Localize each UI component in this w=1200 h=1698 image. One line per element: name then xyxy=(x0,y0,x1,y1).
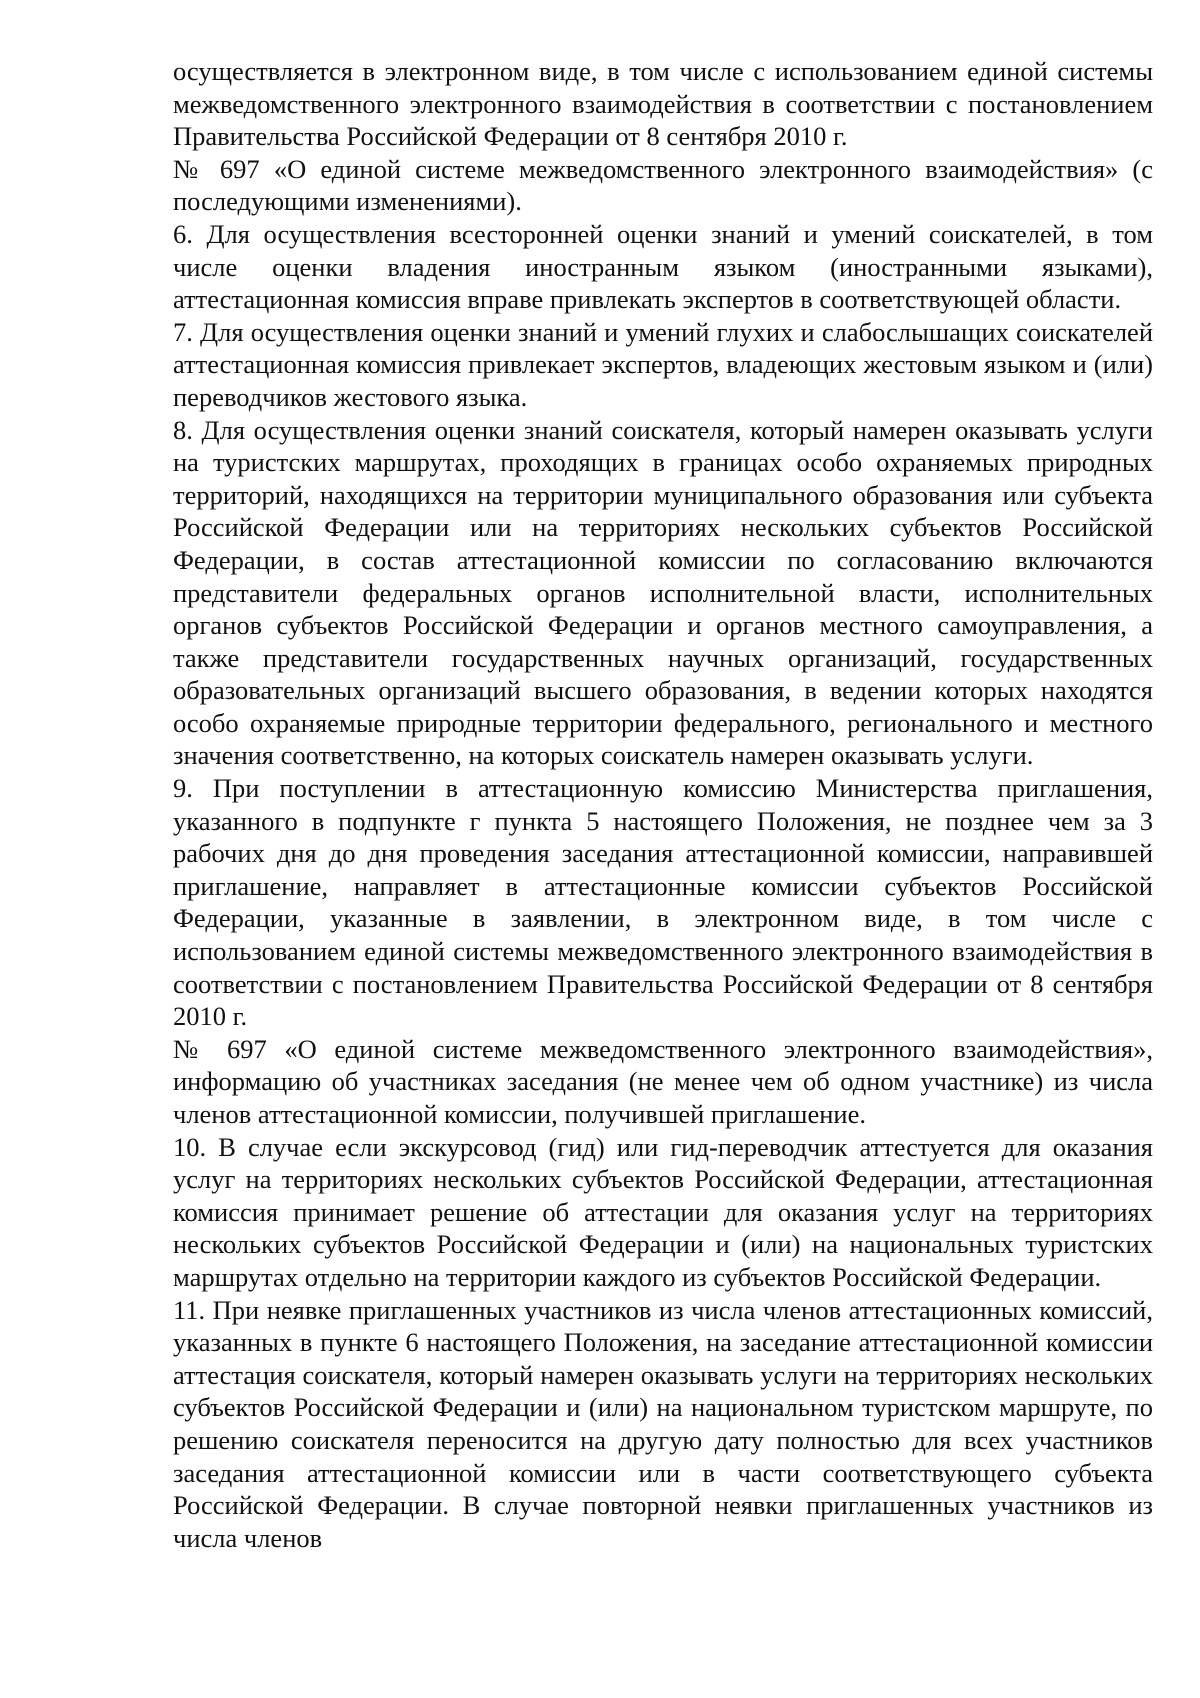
paragraph-continuation-intro: осуществляется в электронном виде, в том числе с использованием единой системы межведомственного электронного взаимодействия в соответствии с постановлением Правительства Российской Федерации от 8 сентября 2010 г. xyxy=(173,56,1153,152)
paragraph-decree-697-b: № 697 «О единой системе межведомственного электронного взаимодействия», информацию об участниках заседания (не менее чем об одном участнике) из числа членов аттестационной комиссии, получившей приглашение. xyxy=(173,1033,1153,1129)
paragraph-item-7: 7. Для осуществления оценки знаний и умений глухих и слабослышащих соискателей аттестационная комиссия привлекает экспертов, владеющих жестовым языком и (или) переводчиков жестового языка. xyxy=(173,316,1153,412)
paragraph-item-8: 8. Для осуществления оценки знаний соискателя, который намерен оказывать услуги на туристских маршрутах, проходящих в границах особо охраняемых природных территорий, находящихся на территории муниципального образования или субъекта Российской Федерации или на территориях нескольких субъектов Российской Федерации, в состав аттестационной комиссии по согласованию включаются представители федеральных органов исполнительной власти, исполнительных органов субъектов Российской Федерации и органов местного самоуправления, а также представители государственных научных организаций, государственных образовательных организаций высшего образования, в ведении которых находятся особо охраняемые природные территории федерального, регионального и местного значения соответственно, на которых соискатель намерен оказывать услуги. xyxy=(173,414,1153,771)
paragraph-item-10: 10. В случае если экскурсовод (гид) или гид-переводчик аттестуется для оказания услуг на территориях нескольких субъектов Российской Федерации, аттестационная комиссия принимает решение об аттестации для оказания услуг на территориях нескольких субъектов Российской Федерации и (или) на национальных туристских маршрутах отдельно на территории каждого из субъектов Российской Федерации. xyxy=(173,1131,1153,1292)
paragraph-decree-697-a: № 697 «О единой системе межведомственного электронного взаимодействия» (с последующими изменениями). xyxy=(173,153,1153,217)
paragraph-item-11: 11. При неявке приглашенных участников из числа членов аттестационных комиссий, указанных в пункте 6 настоящего Положения, на заседание аттестационной комиссии аттестация соискателя, который намерен оказывать услуги на территориях нескольких субъектов Российской Федерации и (или) на национальном туристском маршруте, по решению соискателя переносится на другую дату полностью для всех участников заседания аттестационной комиссии или в части соответствующего субъекта Российской Федерации. В случае повторной неявки приглашенных участников из числа членов xyxy=(173,1294,1153,1553)
paragraph-item-6: 6. Для осуществления всесторонней оценки знаний и умений соискателей, в том числе оценки владения иностранным языком (иностранными языками), аттестационная комиссия вправе привлекать экспертов в соответствующей области. xyxy=(173,218,1153,315)
paragraph-item-9: 9. При поступлении в аттестационную комиссию Министерства приглашения, указанного в подпункте г пункта 5 настоящего Положения, не позднее чем за 3 рабочих дня до дня проведения заседания аттестационной комиссии, направившей приглашение, направляет в аттестационные комиссии субъектов Российской Федерации, указанные в заявлении, в электронном виде, в том числе с использованием единой системы межведомственного электронного взаимодействия в соответствии с постановлением Правительства Российской Федерации от 8 сентября 2010 г. xyxy=(173,773,1153,1032)
document-page xyxy=(173,55,1153,1554)
